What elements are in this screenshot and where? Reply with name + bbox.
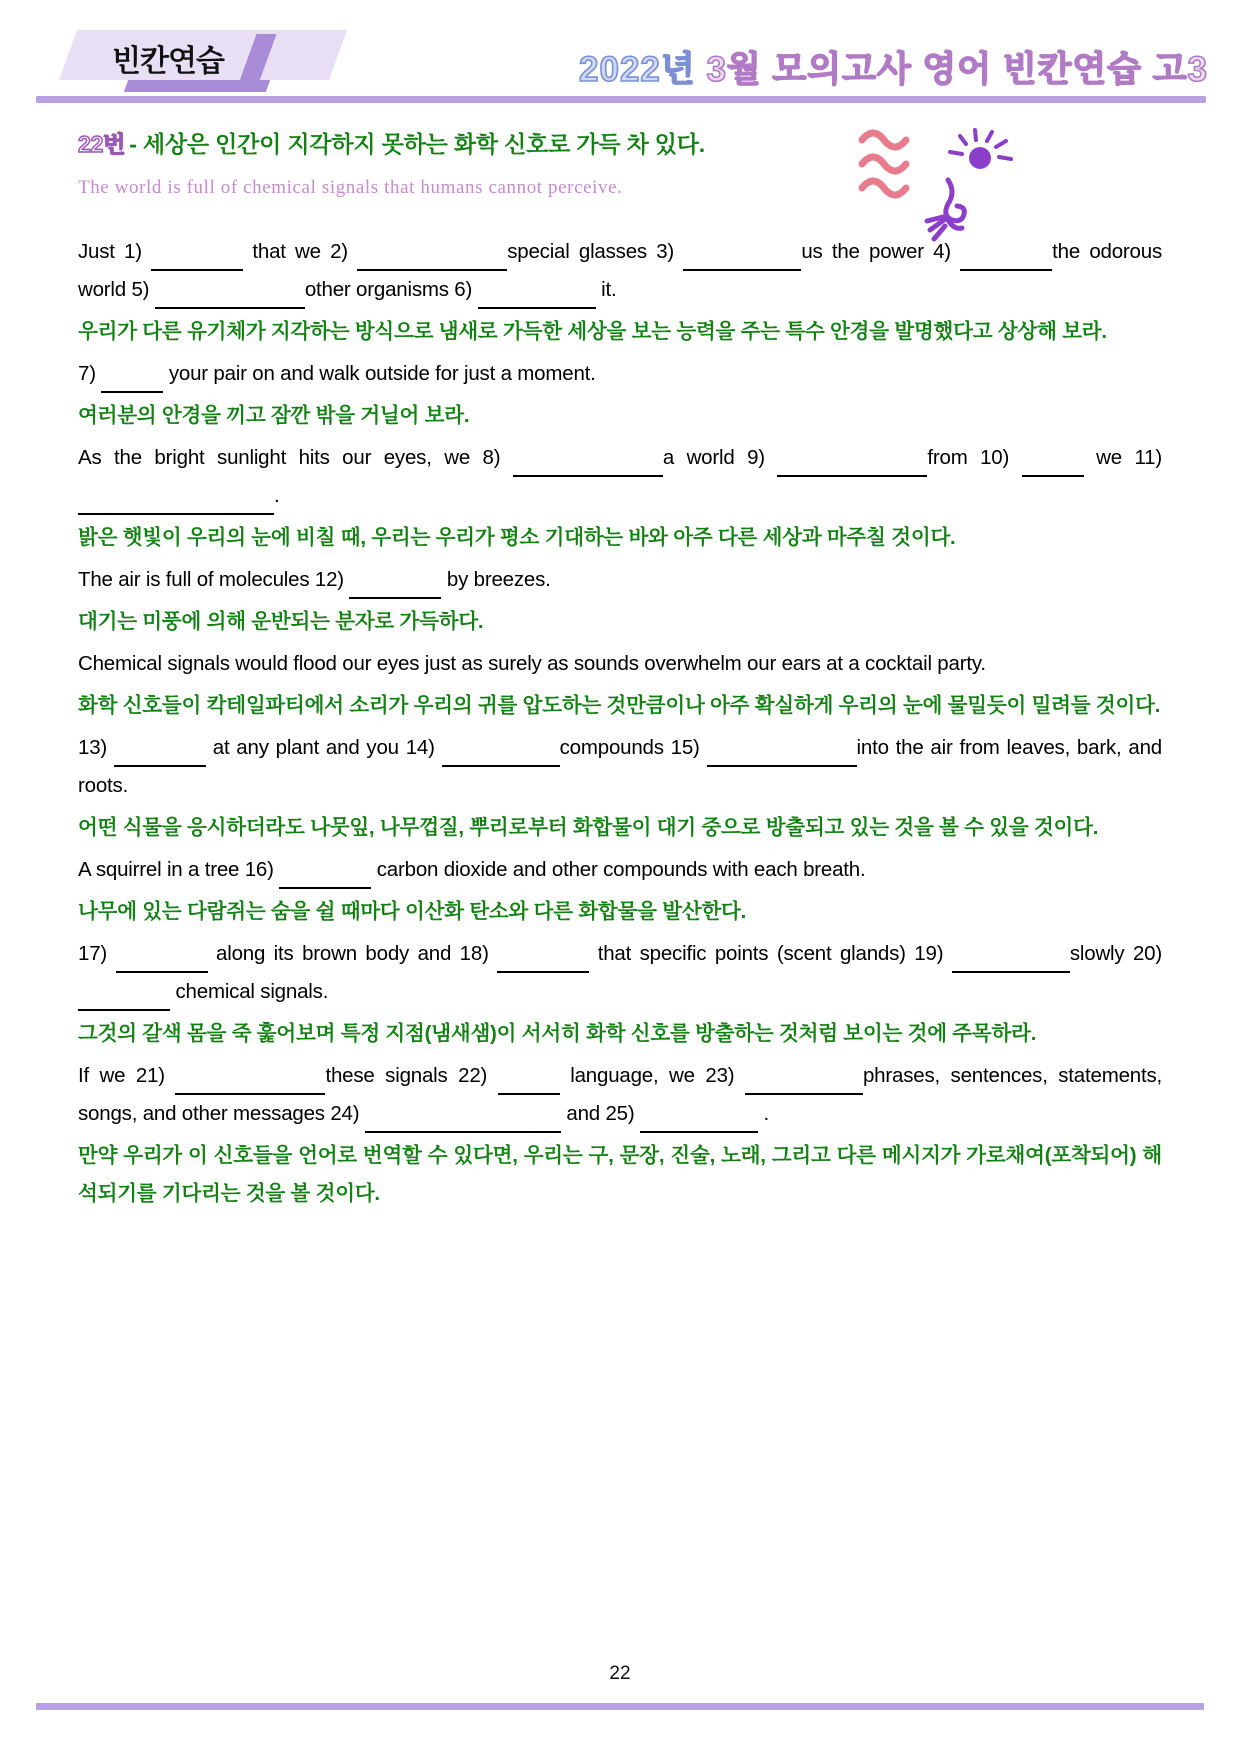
english-text-run: 13) (78, 736, 114, 759)
english-text-run: 7) (78, 362, 102, 385)
english-text-run: special glasses 3) (507, 240, 684, 263)
answer-blank[interactable] (707, 747, 857, 767)
english-text-run: your pair on and walk outside for just a moment. (163, 362, 596, 385)
answer-blank[interactable] (78, 991, 170, 1011)
page-header (0, 0, 1240, 104)
english-text-run: language, we 23) (559, 1064, 745, 1087)
badge-underbar-shape (124, 80, 270, 92)
topic-english-text: The world is full of chemical signals that humans cannot perceive. (78, 177, 623, 198)
english-text-run: A squirrel in a tree 16) (78, 858, 280, 881)
english-sentence (78, 233, 1162, 309)
english-text-run: by breezes. (441, 568, 551, 591)
english-text-run: 17) (78, 942, 116, 965)
sentence-block (78, 561, 1162, 641)
answer-blank[interactable] (1022, 457, 1084, 477)
english-sentence (78, 561, 1162, 599)
english-text-run: . (758, 1102, 769, 1125)
answer-blank[interactable] (442, 747, 560, 767)
korean-translation: 어떤 식물을 응시하더라도 나뭇잎, 나무껍질, 뿌리로부터 화합물이 대기 중으로 방출되고 있는 것을 볼 수 있을 것이다. (78, 816, 1099, 839)
english-text-run: that specific points (scent glands) 19) (589, 942, 952, 965)
topic-dash: - (129, 131, 137, 157)
answer-blank[interactable] (116, 953, 208, 973)
answer-blank[interactable] (498, 1075, 560, 1095)
english-text-run: we 11) (1083, 446, 1162, 469)
header-divider (36, 96, 1206, 103)
answer-blank[interactable] (114, 747, 206, 767)
answer-blank[interactable] (952, 953, 1070, 973)
english-sentence (78, 355, 1162, 393)
topic-korean-text: 세상은 인간이 지각하지 못하는 화학 신호로 가득 차 있다. (142, 131, 706, 157)
answer-blank[interactable] (497, 953, 589, 973)
english-sentence (78, 439, 1162, 515)
sentence-block (78, 1057, 1162, 1213)
answer-blank[interactable] (745, 1075, 863, 1095)
answer-blank[interactable] (960, 251, 1052, 271)
answer-blank[interactable] (683, 251, 801, 271)
english-sentence (78, 1057, 1162, 1133)
sentence-block (78, 645, 1162, 725)
english-text-run: a world 9) (662, 446, 778, 469)
korean-translation: 화학 신호들이 칵테일파티에서 소리가 우리의 귀를 압도하는 것만큼이나 아주 확실하게 우리의 눈에 물밀듯이 밀려들 것이다. (78, 694, 1161, 717)
english-text-run: that we 2) (243, 240, 358, 263)
english-text-run: the odorous world 5) (78, 240, 1163, 301)
english-text-run: along its brown body and 18) (207, 942, 498, 965)
page-title (579, 42, 1208, 92)
page-title-year: 2022년 (579, 50, 696, 89)
korean-translation: 나무에 있는 다람쥐는 숨을 쉴 때마다 이산화 탄소와 다른 화합물을 발산한다. (78, 900, 747, 923)
english-text-run: at any plant and you 14) (205, 736, 442, 759)
answer-blank[interactable] (155, 289, 305, 309)
english-text-run: compounds 15) (559, 736, 707, 759)
page-footer (0, 1663, 1240, 1754)
answer-blank[interactable] (175, 1075, 325, 1095)
english-sentence (78, 645, 1162, 683)
korean-translation: 밝은 햇빛이 우리의 눈에 비칠 때, 우리는 우리가 평소 기대하는 바와 아주 다른 세상과 마주칠 것이다. (78, 526, 956, 549)
sentence-block (78, 729, 1162, 847)
answer-blank[interactable] (101, 373, 163, 393)
sentence-block (78, 355, 1162, 435)
english-text-run: into the air from leaves, bark, and roots. (78, 736, 1162, 797)
english-text-run: us the power 4) (801, 240, 961, 263)
answer-blank[interactable] (78, 495, 274, 515)
english-text-run: Chemical signals would flood our eyes just as surely as sounds overwhelm our ears at a cocktail party. (78, 652, 986, 675)
answer-blank[interactable] (365, 1113, 561, 1133)
english-sentence (78, 729, 1162, 805)
answer-blank[interactable] (777, 457, 927, 477)
korean-translation: 대기는 미풍에 의해 운반되는 분자로 가득하다. (78, 610, 484, 633)
english-text-run: from 10) (927, 446, 1022, 469)
worksheet-type-badge (68, 30, 338, 86)
korean-translation: 만약 우리가 이 신호들을 언어로 번역할 수 있다면, 우리는 구, 문장, 진술, 노래, 그리고 다른 메시지가 가로채여(포착되어) 해석되기를 기다리는 것을 볼 것이다. (78, 1144, 1162, 1205)
english-text-run: chemical signals. (170, 980, 329, 1003)
question-number: 22번 (78, 131, 126, 157)
answer-blank[interactable] (279, 869, 371, 889)
sentence-block (78, 233, 1162, 351)
exercise-body (78, 233, 1162, 1213)
english-text-run: If we 21) (78, 1064, 176, 1087)
scent-eye-nose-icon (844, 112, 1024, 242)
badge-label: 빈칸연습 (112, 45, 224, 78)
english-text-run: Just 1) (78, 240, 152, 263)
english-text-run: these signals 22) (325, 1064, 498, 1087)
answer-blank[interactable] (349, 579, 441, 599)
answer-blank[interactable] (151, 251, 243, 271)
english-text-run: . (274, 484, 280, 507)
english-text-run: carbon dioxide and other compounds with each breath. (371, 858, 866, 881)
english-text-run: phrases, sentences, statements, songs, and other messages 24) (78, 1064, 1163, 1125)
korean-translation: 여러분의 안경을 끼고 잠깐 밖을 거닐어 보라. (78, 404, 470, 427)
english-text-run: As the bright sunlight hits our eyes, we 8) (78, 446, 513, 469)
sentence-block (78, 851, 1162, 931)
answer-blank[interactable] (478, 289, 596, 309)
sentence-block (78, 935, 1162, 1053)
english-text-run: and 25) (560, 1102, 640, 1125)
english-sentence (78, 935, 1162, 1011)
page-number: 22 (609, 1663, 631, 1684)
answer-blank[interactable] (513, 457, 663, 477)
english-sentence (78, 851, 1162, 889)
korean-translation: 그것의 갈색 몸을 죽 훑어보며 특정 지점(냄새샘)이 서서히 화학 신호를 방출하는 것처럼 보이는 것에 주목하라. (78, 1022, 1037, 1045)
page-title-rest: 3월 모의고사 영어 빈칸연습 고3 (706, 50, 1208, 89)
english-text-run: slowly 20) (1069, 942, 1162, 965)
answer-blank[interactable] (357, 251, 507, 271)
english-text-run: The air is full of molecules 12) (78, 568, 350, 591)
korean-translation: 우리가 다른 유기체가 지각하는 방식으로 냄새로 가득한 세상을 보는 능력을 주는 특수 안경을 발명했다고 상상해 보라. (78, 320, 1107, 343)
english-text-run: it. (595, 278, 617, 301)
footer-divider (36, 1703, 1204, 1710)
answer-blank[interactable] (640, 1113, 758, 1133)
english-text-run: other organisms 6) (304, 278, 478, 301)
sentence-block (78, 439, 1162, 557)
